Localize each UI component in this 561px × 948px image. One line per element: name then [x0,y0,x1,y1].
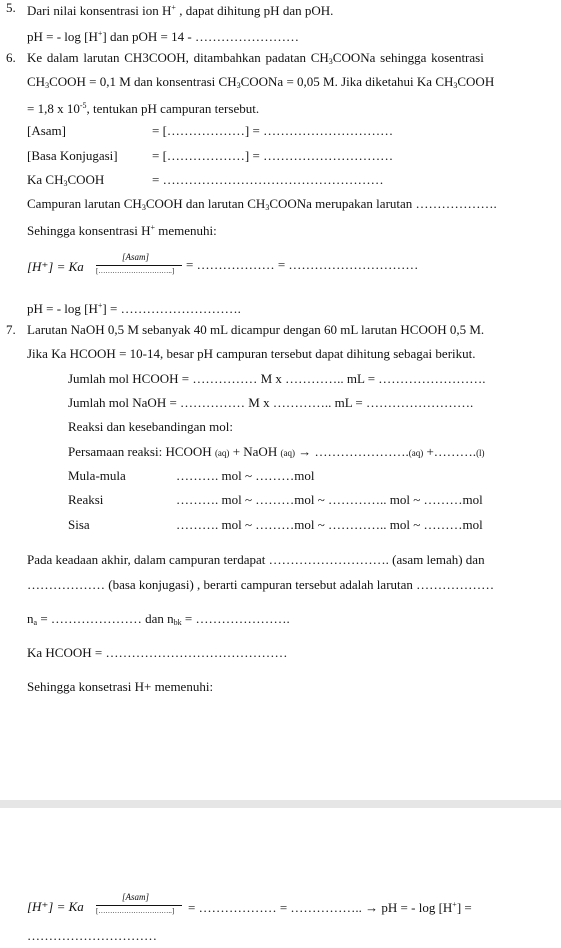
ka-value: = …………………………………………… [152,172,384,187]
row-reaksi-cells: ………. mol ~ ………mol ~ ………….. mol ~ ………mol [176,492,483,507]
bottom-eq-lhs: [H⁺] = Ka [27,899,84,914]
q6-eq-rhs: = ……………… = ………………………… [186,257,419,272]
q6-line3: = 1,8 x $10^{-5}$, tentukan pH campuran tersebut. [27,101,260,116]
basa-value: = [………………] = ………………………… [152,148,394,163]
q5-ph-line: pH = - log [H+] dan pOH = 14 - …………………… [27,29,299,44]
q6-frac-den: […………………………..] [96,267,175,275]
bottom-frac-bar [96,905,182,906]
mol-naoh-line: Jumlah mol NaOH = …………… M x ………….. mL = ……………………. [68,395,474,410]
q5-line: Dari nilai konsentrasi ion H+ , dapat dihitung pH dan pOH. [27,3,334,18]
row-sisa-cells: ………. mol ~ ………mol ~ ………….. mol ~ ………mol [176,517,483,532]
q6-fraction [94,250,184,280]
q6-frac-num: [Asam] [122,252,150,262]
asam-label: [Asam] [27,123,66,138]
q7-line1: Larutan NaOH 0,5 M sebanyak 40 mL dicampur dengan 60 mL larutan HCOOH 0,5 M. [27,322,485,337]
q6-line1: Ke dalam larutan CH3COOH, ditambahkan padatan $CH_3COONa$ sehingga kosentrasi [27,50,484,66]
row-mula-label: Mula-mula [68,468,126,483]
q6-number: 6. [6,50,16,65]
mol-hcooh-line: Jumlah mol HCOOH = …………… M x ………….. mL = ……………………. [68,371,486,386]
ka-label: Ka $CH_3COOH$ [27,172,105,188]
bottom-tail: ………………………… [27,928,157,943]
akhir-line1: Pada keadaan akhir, dalam campuran terdapat ………………………. (asam lemah) dan [27,552,485,567]
asam-value: = [………………] = ………………………… [152,123,394,138]
q6-eq-lhs: [H⁺] = Ka [27,259,84,274]
akhir-line2: ……………… (basa konjugasi) , berarti campuran tersebut adalah larutan ……………… [27,577,495,592]
row-reaksi-label: Reaksi [68,492,104,507]
bottom-frac-den: […………………………..] [96,907,175,915]
bottom-fraction [94,890,184,920]
bottom-frac-num: [Asam] [122,892,150,902]
q5-number: 5. [6,0,16,15]
campuran-line: Campuran larutan $CH_3COOH$ dan larutan $CH_3COONa$ merupakan larutan ………………. [27,196,497,212]
bottom-eq-rhs: = ……………… = …………….. → pH = - log [H+] = [188,900,472,915]
ka-hcooh-line: Ka HCOOH = …………………………………… [27,645,288,660]
q6-frac-bar [96,265,182,266]
row-mula-cells: ………. mol ~ ………mol [176,468,315,483]
persamaan-reaksi: Persamaan reaksi: HCOOH (aq) + NaOH (aq) → ………………….(aq) +……….(l) [68,444,485,459]
q7-number: 7. [6,322,16,337]
basa-label: [Basa Konjugasi] [27,148,118,163]
q7-sehingga: Sehingga konsetrasi H+ memenuhi: [27,679,214,694]
na-nbk-line: $n_a$ = ………………… dan $n_{bk}$ = …………………. [27,611,290,627]
q7-line2: Jika Ka HCOOH = 10-14, besar pH campuran tersebut dapat dihitung sebagai berikut. [27,346,476,361]
page-break [0,800,561,808]
q6-line2: $CH_3COOH = 0,1$ M dan konsentrasi $CH_3COONa = 0,05$ M. Jika diketahui Ka $CH_3COOH$ [27,74,495,90]
sehingga-line: Sehingga konsentrasi H+ memenuhi: [27,223,217,238]
row-sisa-label: Sisa [68,517,90,532]
reaksi-title: Reaksi dan kesebandingan mol: [68,419,233,434]
q6-ph-line: pH = - log [H+] = ………………………. [27,301,241,316]
